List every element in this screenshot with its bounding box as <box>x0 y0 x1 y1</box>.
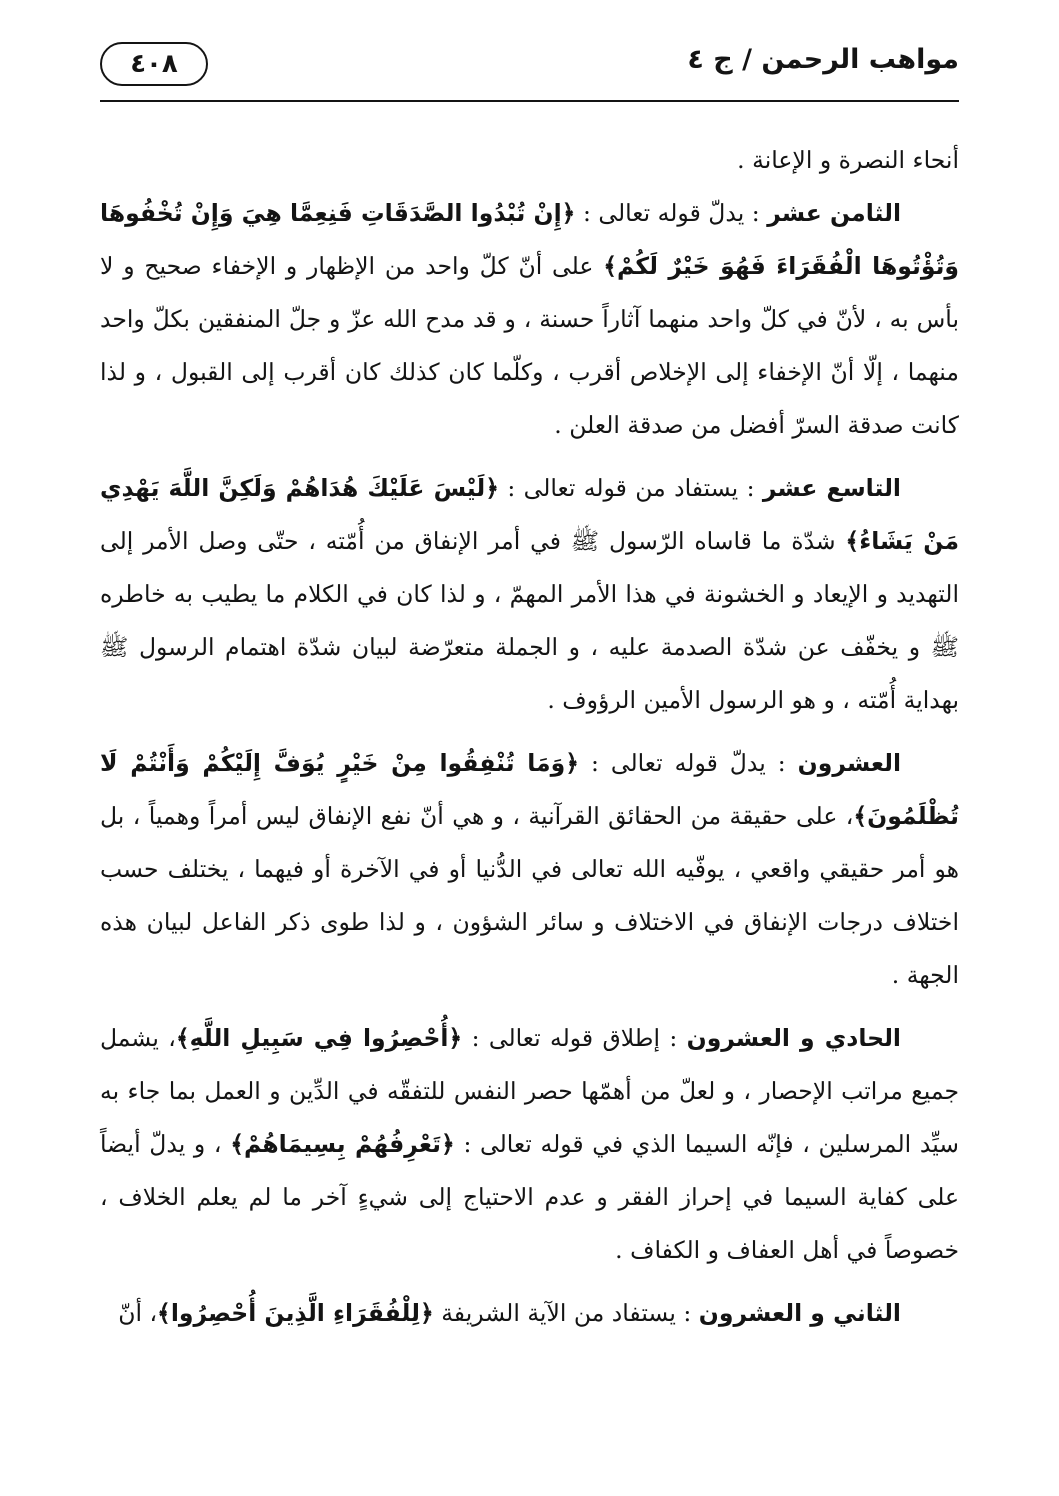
header-rule <box>100 100 959 102</box>
paragraph-text: ، يشمل جميع مراتب الإحصار ، و لعلّ من أهمّها حصر النفس للتفقّه في الدِّين و العمل بما جاء به سيِّد المرسلين ، فإنّه السيما الذي في قوله تعالى : <box>100 1024 959 1158</box>
page-header <box>100 40 959 100</box>
quran-verse: ﴿لِلْفُقَرَاءِ الَّذِينَ أُحْصِرُوا﴾ <box>157 1299 434 1327</box>
section-heading: العشرون <box>797 749 902 777</box>
section-heading: التاسع عشر <box>762 474 901 502</box>
running-title: مواهب الرحمن / ج ٤ <box>687 44 959 75</box>
paragraph-text: ، و يدلّ أيضاً على كفاية السيما في إحراز الفقر و عدم الاحتياج إلى شيءٍ آخر ما لم يعلم الخلاف ، خصوصاً في أهل العفاف و الكفاف . <box>100 1130 959 1264</box>
paragraph <box>100 134 959 187</box>
quran-verse: ﴿إِنْ تُبْدُوا الصَّدَقَاتِ فَنِعِمَّا هِيَ وَإِنْ تُخْفُوهَا وَتُؤْتُوهَا الْفُقَرَاءَ فَهُوَ خَيْرٌ لَكُمْ﴾ <box>100 199 959 280</box>
quran-verse: ﴿أُحْصِرُوا فِي سَبِيلِ اللَّهِ﴾ <box>175 1024 463 1052</box>
paragraph-text: شدّة ما قاساه الرّسول ﷺ في أمر الإنفاق من أُمّته ، حتّى وصل الأمر إلى التهديد و الإيعاد و الخشونة في هذا الأمر المهمّ ، و لذا كان في الكلام ما يطيب به خاطره ﷺ و يخفّف عن شدّة الصدمة عليه ، و الجملة متعرّضة لبيان شدّة اهتمام الرسول ﷺ بهداية أُمّته ، و هو الرسول الأمين الرؤوف . <box>100 527 959 714</box>
paragraph <box>100 187 959 452</box>
section-heading: الحادي و العشرون <box>686 1024 901 1052</box>
paragraph-text: أنحاء النصرة و الإعانة . <box>737 146 959 174</box>
paragraph-text: على أنّ كلّ واحد من الإظهار و الإخفاء صحيح و لا بأس به ، لأنّ في كلّ واحد منهما آثاراً حسنة ، و قد مدح الله عزّ و جلّ المنفقين بكلّ واحد منهما ، إلّا أنّ الإخفاء إلى الإخلاص أقرب ، وكلّما كان كذلك كان أقرب إلى القبول ، و لذا كانت صدقة السرّ أفضل من صدقة العلن . <box>100 252 959 439</box>
body-text <box>100 134 959 1350</box>
paragraph-text: ، أنّ <box>118 1299 158 1327</box>
section-heading: الثامن عشر <box>767 199 902 227</box>
paragraph-text: : يدلّ قوله تعالى : <box>579 749 798 777</box>
paragraph <box>100 1287 959 1340</box>
paragraph-text: : إطلاق قوله تعالى : <box>462 1024 687 1052</box>
paragraph-text: : يستفاد من قوله تعالى : <box>498 474 763 502</box>
quran-verse: ﴿تَعْرِفُهُمْ بِسِيمَاهُمْ﴾ <box>230 1130 455 1158</box>
page-number: ٤٠٨ <box>100 42 208 86</box>
paragraph <box>100 1012 959 1277</box>
paragraph-text: : يدلّ قوله تعالى : <box>575 199 768 227</box>
paragraph-text: ، على حقيقة من الحقائق القرآنية ، و هي أنّ نفع الإنفاق ليس أمراً وهمياً ، بل هو أمر حقيقي واقعي ، يوفّيه الله تعالى في الدُّنيا أو في الآخرة أو فيهما ، يختلف حسب اختلاف درجات الإنفاق في الاختلاف و سائر الشؤون ، و لذا طوى ذكر الفاعل لبيان هذه الجهة . <box>100 802 959 989</box>
paragraph <box>100 737 959 1002</box>
paragraph-text: : يستفاد من الآية الشريفة <box>433 1299 699 1327</box>
quran-verse: ﴿وَمَا تُنْفِقُوا مِنْ خَيْرٍ يُوَفَّ إِلَيْكُمْ وَأَنْتُمْ لَا تُظْلَمُونَ﴾ <box>100 749 959 830</box>
section-heading: الثاني و العشرون <box>698 1299 901 1327</box>
paragraph <box>100 462 959 727</box>
quran-verse: ﴿لَيْسَ عَلَيْكَ هُدَاهُمْ وَلَكِنَّ اللَّهَ يَهْدِي مَنْ يَشَاءُ﴾ <box>100 474 959 555</box>
